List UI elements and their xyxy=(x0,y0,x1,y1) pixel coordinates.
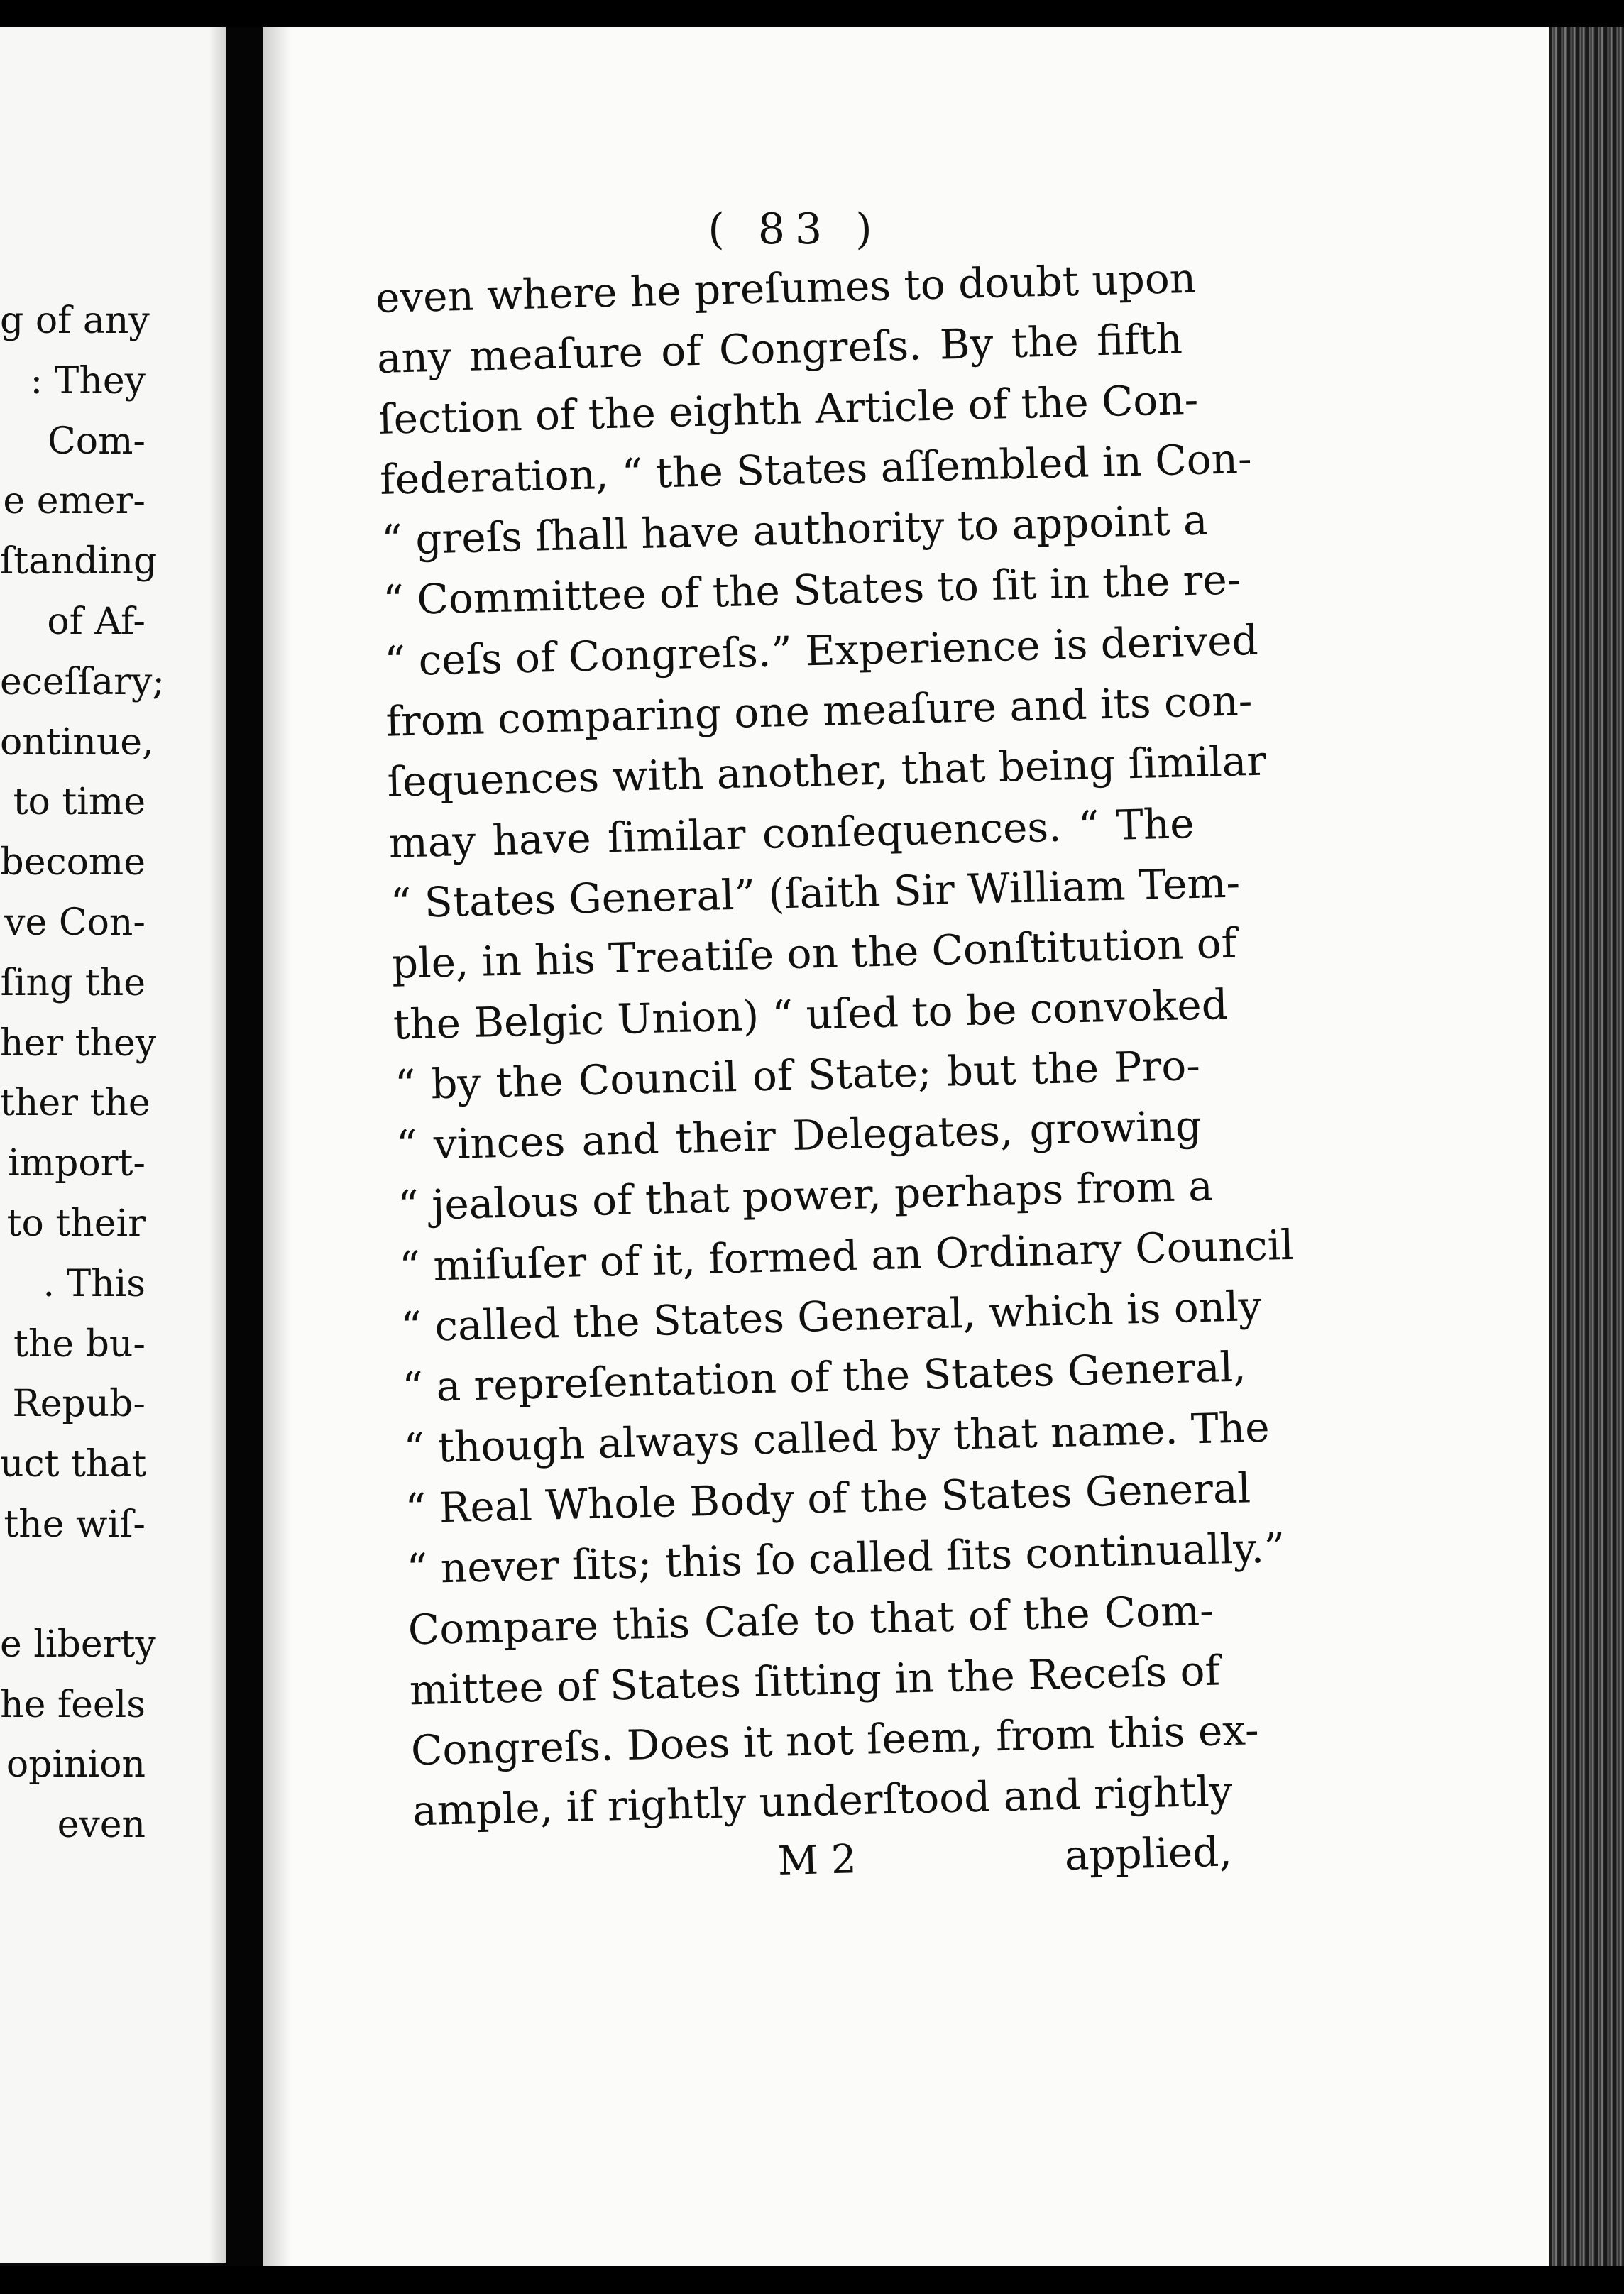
left-line: of Af- xyxy=(47,600,146,643)
page-footer xyxy=(777,1827,1233,1895)
text-line: “ by the Council of State; but the Pro- xyxy=(394,1041,1201,1109)
left-line: Com- xyxy=(48,419,146,463)
text-line: “ a repreſentation of the States General, xyxy=(401,1342,1247,1412)
text-line: from comparing one meaſure and its con- xyxy=(385,676,1253,746)
left-line: ontinue, xyxy=(0,720,154,764)
left-line: even xyxy=(57,1804,146,1847)
left-line: become xyxy=(0,841,146,884)
left-line: her they xyxy=(0,1021,157,1065)
text-line: the Belgic Union) “ uſed to be convoked xyxy=(393,979,1229,1049)
right-page-fold-shadow xyxy=(263,27,291,2266)
signature-mark: M 2 xyxy=(777,1836,857,1884)
left-line: ve Con- xyxy=(4,901,146,944)
left-line: to their xyxy=(6,1202,146,1245)
text-line: federation, “ the States aſſembled in Con- xyxy=(379,434,1253,504)
left-line: ſtanding xyxy=(0,540,158,583)
text-line: “ Committee of the States to ſit in the re- xyxy=(382,555,1242,625)
left-line: to time xyxy=(13,781,146,824)
book-gutter xyxy=(226,27,263,2266)
text-line: “ greſs ſhall have authority to appoint a xyxy=(380,495,1209,565)
left-line: e emer- xyxy=(3,480,146,523)
left-line: uct that xyxy=(0,1443,147,1486)
text-line: ſection of the eighth Article of the Con- xyxy=(378,375,1199,444)
text-line: any meaſure of Congreſs. By the fifth xyxy=(376,314,1183,383)
left-line: eceſſary; xyxy=(0,660,165,703)
left-line: : They xyxy=(30,359,146,402)
left-line: import- xyxy=(8,1142,146,1185)
left-page-text xyxy=(0,291,165,1855)
text-line: “ ceſs of Congreſs.” Experience is derived xyxy=(383,615,1259,686)
text-line: “ States General” (ſaith Sir William Tem- xyxy=(390,858,1241,928)
text-line: mittee of States ſitting in the Receſs of xyxy=(409,1646,1221,1715)
text-line: even where he preſumes to doubt upon xyxy=(375,253,1197,322)
text-line: ample, if rightly underſtood and rightly xyxy=(412,1767,1234,1835)
text-line: Compare this Caſe to that of the Com- xyxy=(407,1586,1214,1654)
left-line: Repub- xyxy=(12,1383,146,1426)
text-line: “ miſuſer of it, formed an Ordinary Council xyxy=(398,1220,1295,1291)
left-paragraph-gap xyxy=(0,1555,146,1615)
book-page-edges xyxy=(1549,27,1624,2266)
left-line: opinion xyxy=(6,1743,146,1787)
catchword: applied, xyxy=(1064,1827,1233,1880)
left-line: ſing the xyxy=(0,961,146,1004)
text-line: “ jealous of that power, perhaps from a xyxy=(397,1162,1214,1231)
text-line: “ never ſits; this ſo called ſits continually.” xyxy=(405,1523,1286,1593)
scan-top-border xyxy=(0,0,1624,28)
text-line: may have ſimilar conſequences. “ The xyxy=(388,798,1195,867)
text-line: Congreſs. Does it not ſeem, from this ex- xyxy=(410,1706,1260,1775)
left-line: ther the xyxy=(0,1082,150,1125)
left-line: the bu- xyxy=(13,1322,146,1366)
left-line: the wiſ- xyxy=(4,1503,146,1546)
text-line: “ though always called by that name. The xyxy=(402,1403,1271,1473)
left-page xyxy=(0,27,226,2263)
left-page-fold-shadow xyxy=(209,27,226,2263)
page-number: ( 83 ) xyxy=(708,204,882,254)
text-line: “ called the States General, which is only xyxy=(400,1281,1263,1351)
page-body-text xyxy=(375,248,1295,1842)
left-line: he feels xyxy=(0,1683,146,1726)
left-line: . This xyxy=(43,1262,146,1305)
text-line: “ Real Whole Body of the States General xyxy=(404,1464,1251,1533)
left-line: e liberty xyxy=(0,1623,156,1666)
text-line: “ vinces and their Delegates, growing xyxy=(395,1102,1202,1170)
scan-bottom-border xyxy=(0,2266,1624,2294)
left-line: g of any xyxy=(0,300,150,342)
text-line: ſequences with another, that being ſimilar xyxy=(386,736,1267,807)
text-line: ple, in his Treatiſe on the Conſtitution of xyxy=(391,918,1237,988)
